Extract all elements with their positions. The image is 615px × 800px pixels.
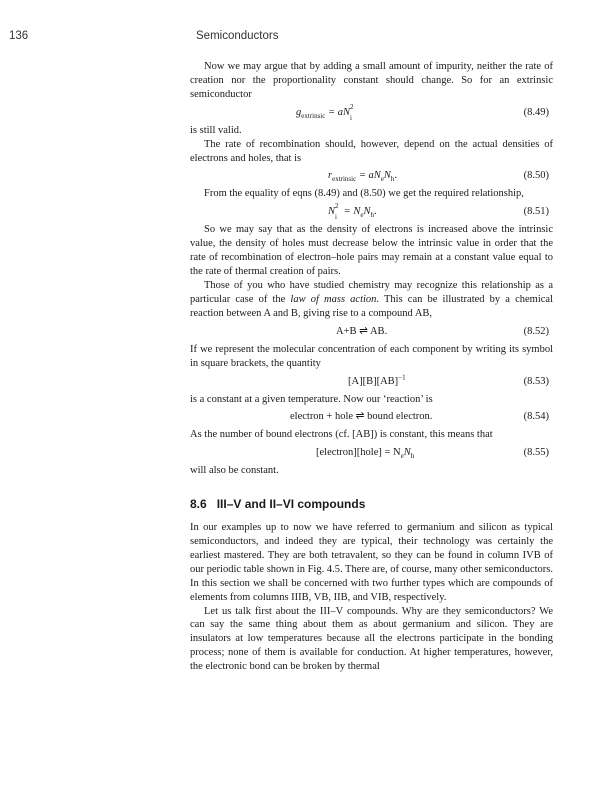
equation-number: (8.52) <box>523 325 549 337</box>
page-number: 136 <box>9 30 29 42</box>
equation-formula: [electron][hole] = $N_eN_h$ <box>316 447 415 461</box>
paragraph: In our examples up to now we have referred to germanium and silicon as typical semiconductors, and indeed they are typical, their technology was certainly the earliest mastered. They are both tetravalent, so they can be found in column IVB of our periodic table shown in Fig. 4.5. There are, of course, many other semiconductors. In this section we shall be concerned with two further types which are compounds of elements from columns IIIB, VB, IIB, and VIB, respectively. <box>190 522 553 603</box>
equation-8-54 <box>190 410 553 424</box>
equation-number: (8.51) <box>523 206 549 218</box>
equation-number: (8.49) <box>523 106 549 118</box>
paragraph: The rate of recombination should, however, depend on the actual densities of electrons and holes, that is <box>190 138 553 164</box>
equation-8-50 <box>190 169 553 183</box>
equation-number: (8.55) <box>523 447 549 459</box>
equation-8-52 <box>190 325 553 339</box>
paragraph: So we may say that as the density of electrons is increased above the intrinsic value, the density of holes must decrease below the intrinsic value in order that the rate of recombination of electron–hole pairs may remain at a constant value equal to the rate of thermal creation of pairs. <box>190 224 553 278</box>
paragraph: As the number of bound electrons (cf. [AB]) is constant, this means that <box>190 429 493 441</box>
equation-8-51 <box>190 202 553 222</box>
paragraph: will also be constant. <box>190 465 279 477</box>
equation-formula: A+B ⇌ AB. <box>336 325 388 337</box>
paragraph: is still valid. <box>190 124 242 136</box>
paragraph: Let us talk first about the III–V compounds. Why are they semiconductors? We can say the same thing about them as about germanium and silicon. They are insulators at low temperatures because all the electrons participate in the bonding process; none of them is available for conduction. At higher temperatures, however, the electronic bond can be broken by thermal <box>190 605 553 673</box>
running-header <box>9 30 595 46</box>
equation-8-49 <box>190 102 553 122</box>
paragraph: Now we may argue that by adding a small amount of impurity, neither the rate of creation nor the proportionality constant should change. So for an extrinsic semiconductor <box>190 61 553 100</box>
equation-number: (8.50) <box>523 170 549 182</box>
equation-number: (8.53) <box>523 375 549 387</box>
section-heading <box>190 498 553 512</box>
equation-formula: [A][B][AB]$^{-1}$ <box>348 373 406 387</box>
paragraph: Those of you who have studied chemistry may recognize this relationship as a particular case of the law of mass action. This can be illustrated by a chemical reaction between A and B, giving rise to a compound AB, <box>190 279 553 319</box>
section-number: 8.6 <box>190 497 207 512</box>
equation-formula: electron + hole ⇌ bound electron. <box>290 411 433 423</box>
equation-formula: $r_{extrinsic} = aN_eN_h$. <box>328 170 398 184</box>
section-title: III–V and II–VI compounds <box>216 497 366 512</box>
equation-formula: $g_{extrinsic}$ = aN 2 i <box>296 102 354 122</box>
paragraph: is a constant at a given temperature. Now our ‘reaction’ is <box>190 393 433 405</box>
equation-number: (8.54) <box>523 411 549 423</box>
running-title: Semiconductors <box>196 30 279 42</box>
equation-8-55 <box>190 446 553 460</box>
page-body <box>190 60 553 674</box>
equation-8-53 <box>190 375 553 389</box>
paragraph: If we represent the molecular concentration of each component by writing its symbol in square brackets, the quantity <box>190 343 553 369</box>
equation-formula: N 2 i = $N_eN_h$. <box>328 202 377 222</box>
paragraph: From the equality of eqns (8.49) and (8.50) we get the required relationship, <box>204 188 524 200</box>
